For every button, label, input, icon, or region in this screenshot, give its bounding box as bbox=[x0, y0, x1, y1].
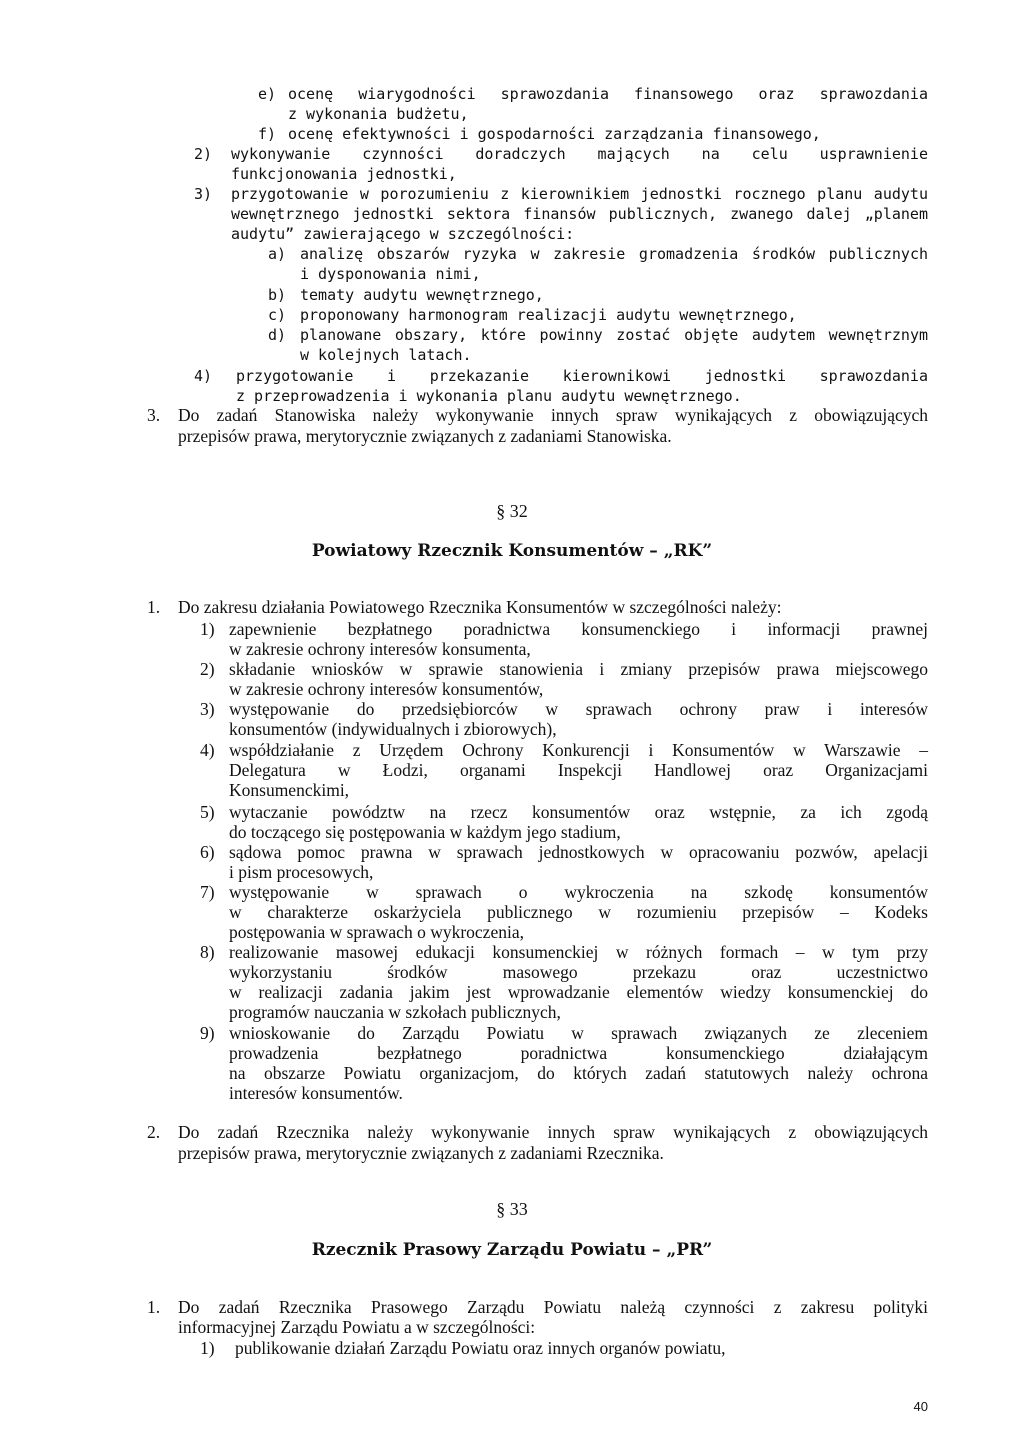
paragraph-text: informacyjnej Zarządu Powiatu a w szczególności: bbox=[178, 1317, 536, 1337]
list-text: konsumentów (indywidualnych i zbiorowych), bbox=[229, 719, 557, 739]
list-text: wykorzystaniu środków masowego przekazu oraz uczestnictwo bbox=[229, 962, 928, 982]
list-text: analizę obszarów ryzyka w zakresie gromadzenia środków publicznych bbox=[300, 245, 928, 263]
paragraph-text: Do zakresu działania Powiatowego Rzecznika Konsumentów w szczególności należy: bbox=[178, 597, 782, 617]
paragraph-text: przepisów prawa, merytorycznie związanych z zadaniami Rzecznika. bbox=[178, 1143, 664, 1163]
section-mark-32: § 32 bbox=[496, 501, 528, 521]
list-text: prowadzenia bezpłatnego poradnictwa konsumenckiego działającym bbox=[229, 1043, 928, 1063]
list-text: programów nauczania w szkołach publicznych, bbox=[229, 1002, 561, 1022]
list-text: w zakresie ochrony interesów konsumenta, bbox=[229, 639, 531, 659]
list-text: tematy audytu wewnętrznego, bbox=[300, 286, 544, 304]
paragraph-marker: 2. bbox=[147, 1122, 161, 1142]
list-text: Konsumenckimi, bbox=[229, 780, 350, 800]
list-marker: c) bbox=[268, 306, 287, 324]
list-text: w charakterze oskarżyciela publicznego w rozumieniu przepisów – Kodeks bbox=[229, 902, 928, 922]
list-text: z wykonania budżetu, bbox=[288, 105, 469, 123]
list-text: składanie wniosków w sprawie stanowienia i zmiany przepisów prawa miejscowego bbox=[229, 659, 928, 679]
list-marker: b) bbox=[268, 286, 287, 304]
list-text: wytaczanie powództw na rzecz konsumentów oraz wstępnie, za ich zgodą bbox=[229, 802, 928, 822]
list-text: występowanie do przedsiębiorców w sprawach ochrony praw i interesów bbox=[229, 699, 928, 719]
list-text: występowanie w sprawach o wykroczenia na szkodę konsumentów bbox=[229, 882, 928, 902]
list-text: planowane obszary, które powinny zostać objęte audytem wewnętrznym bbox=[300, 326, 928, 344]
list-text: i dysponowania nimi, bbox=[300, 265, 481, 283]
list-marker: 9) bbox=[200, 1023, 215, 1043]
list-marker: 4) bbox=[200, 740, 215, 760]
list-text: do toczącego się postępowania w każdym jego stadium, bbox=[229, 822, 621, 842]
list-marker: 4) bbox=[194, 367, 213, 385]
list-text: realizowanie masowej edukacji konsumenckiej w różnych formach – w tym przy bbox=[229, 942, 928, 962]
paragraph-text: Do zadań Stanowiska należy wykonywanie innych spraw wynikających z obowiązujących bbox=[178, 405, 928, 425]
list-text: interesów konsumentów. bbox=[229, 1083, 403, 1103]
list-marker: 2) bbox=[194, 145, 213, 163]
section-title-32: Powiatowy Rzecznik Konsumentów – „RK” bbox=[311, 541, 713, 561]
list-text: przygotowanie i przekazanie kierownikowi jednostki sprawozdania bbox=[236, 367, 928, 385]
list-text: w realizacji zadania jakim jest wprowadzanie elementów wiedzy konsumenckiej do bbox=[229, 982, 928, 1002]
list-text: wnioskowanie do Zarządu Powiatu w sprawach związanych ze zleceniem bbox=[229, 1023, 928, 1043]
list-text: ocenę efektywności i gospodarności zarządzania finansowego, bbox=[288, 125, 821, 143]
list-marker: 3) bbox=[194, 185, 213, 203]
list-marker: e) bbox=[258, 85, 277, 103]
section-title-33: Rzecznik Prasowy Zarządu Powiatu – „PR” bbox=[311, 1240, 713, 1260]
list-text: ocenę wiarygodności sprawozdania finansowego oraz sprawozdania bbox=[288, 85, 928, 103]
list-text: i pism procesowych, bbox=[229, 862, 374, 882]
paragraph-text: Do zadań Rzecznika Prasowego Zarządu Powiatu należą czynności z zakresu polityki bbox=[178, 1297, 928, 1317]
list-text: wewnętrznego jednostki sektora finansów publicznych, zwanego dalej „planem bbox=[231, 205, 928, 223]
list-marker: a) bbox=[268, 245, 287, 263]
list-marker: 8) bbox=[200, 942, 215, 962]
list-marker: 6) bbox=[200, 842, 215, 862]
list-text: współdziałanie z Urzędem Ochrony Konkurencji i Konsumentów w Warszawie – bbox=[229, 740, 928, 760]
paragraph-marker: 3. bbox=[147, 405, 161, 425]
list-marker: 5) bbox=[200, 802, 215, 822]
paragraph-marker: 1. bbox=[147, 597, 161, 617]
list-text: funkcjonowania jednostki, bbox=[231, 165, 457, 183]
list-text: przygotowanie w porozumieniu z kierownikiem jednostki rocznego planu audytu bbox=[231, 185, 928, 203]
list-text: audytu” zawierającego w szczególności: bbox=[231, 225, 575, 243]
list-text: publikowanie działań Zarządu Powiatu oraz innych organów powiatu, bbox=[235, 1338, 726, 1358]
section-mark-33: § 33 bbox=[496, 1199, 528, 1219]
list-marker: 2) bbox=[200, 659, 215, 679]
list-text: z przeprowadzenia i wykonania planu audytu wewnętrznego. bbox=[236, 387, 742, 405]
list-text: w zakresie ochrony interesów konsumentów, bbox=[229, 679, 544, 699]
page-number: 40 bbox=[913, 1399, 928, 1414]
list-text: zapewnienie bezpłatnego poradnictwa konsumenckiego i informacji prawnej bbox=[229, 619, 928, 639]
list-marker: 7) bbox=[200, 882, 215, 902]
list-marker: f) bbox=[258, 125, 277, 143]
list-marker: 1) bbox=[200, 619, 215, 639]
list-text: proponowany harmonogram realizacji audytu wewnętrznego, bbox=[300, 306, 797, 324]
list-marker: 3) bbox=[200, 699, 215, 719]
list-text: na obszarze Powiatu organizacjom, do których zadań statutowych należy ochrona bbox=[229, 1063, 928, 1083]
paragraph-marker: 1. bbox=[147, 1297, 161, 1317]
paragraph-text: Do zadań Rzecznika należy wykonywanie innych spraw wynikających z obowiązujących bbox=[178, 1122, 928, 1142]
list-marker: 1) bbox=[200, 1338, 215, 1358]
list-text: wykonywanie czynności doradczych mających na celu usprawnienie bbox=[231, 145, 928, 163]
list-text: Delegatura w Łodzi, organami Inspekcji Handlowej oraz Organizacjami bbox=[229, 760, 928, 780]
list-text: sądowa pomoc prawna w sprawach jednostkowych w opracowaniu pozwów, apelacji bbox=[229, 842, 928, 862]
list-text: postępowania w sprawach o wykroczenia, bbox=[229, 922, 524, 942]
list-text: w kolejnych latach. bbox=[300, 346, 472, 364]
paragraph-text: przepisów prawa, merytorycznie związanych z zadaniami Stanowiska. bbox=[178, 426, 672, 446]
list-marker: d) bbox=[268, 326, 287, 344]
